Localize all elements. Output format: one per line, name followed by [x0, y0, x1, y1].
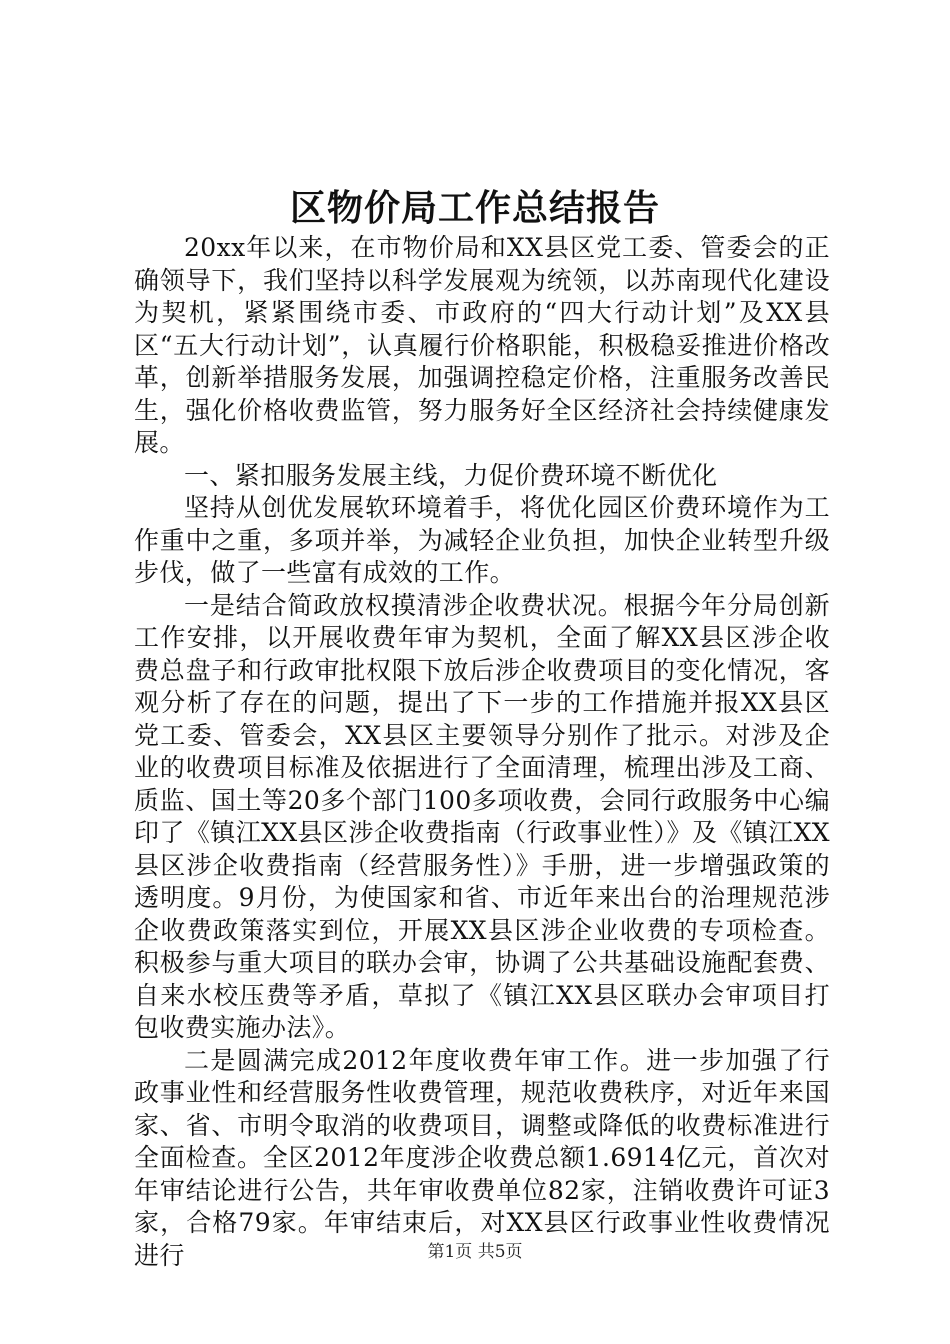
document-title: 区物价局工作总结报告	[289, 187, 660, 229]
paragraph-section-1-summary: 坚持从创优发展软环境着手，将优化园区价费环境作为工作重中之重，多项并举，为减轻企业负担，加快企业转型升级步伐，做了一些富有成效的工作。	[134, 493, 830, 587]
page-number-footer: 第1页 共5页	[427, 1242, 523, 1262]
paragraph-item-2: 二是圆满完成2012年度收费年审工作。进一步加强了行政事业性和经营服务性收费管理，规范收费秩序，对近年来国家、省、市明令取消的收费项目，调整或降低的收费标准进行全面检查。全区2012年度涉企收费总额1.6914亿元，首次对年审结论进行公告，共年审收费单位82家，注销收费许可证3家，合格79家。年审结束后，对XX县区行政事业性收费情况进行	[134, 1045, 830, 1270]
paragraph-intro: 20xx年以来，在市物价局和XX县区党工委、管委会的正确领导下，我们坚持以科学发展观为统领，以苏南现代化建设为契机，紧紧围绕市委、市政府的“四大行动计划”及XX县区“五大行动计划”，认真履行价格职能，积极稳妥推进价格改革，创新举措服务发展，加强调控稳定价格，注重服务改善民生，强化价格收费监管，努力服务好全区经济社会持续健康发展。	[134, 233, 830, 457]
document-body	[134, 232, 830, 1272]
paragraph-item-1: 一是结合简政放权摸清涉企收费状况。根据今年分局创新工作安排，以开展收费年审为契机，全面了解XX县区涉企收费总盘子和行政审批权限下放后涉企收费项目的变化情况，客观分析了存在的问题，提出了下一步的工作措施并报XX县区党工委、管委会，XX县区主要领导分别作了批示。对涉及企业的收费项目标准及依据进行了全面清理，梳理出涉及工商、质监、国土等20多个部门100多项收费，会同行政服务中心编印了《镇江XX县区涉企收费指南（行政事业性）》及《镇江XX县区涉企收费指南（经营服务性）》手册，进一步增强政策的透明度。9月份，为使国家和省、市近年来出台的治理规范涉企收费政策落实到位，开展XX县区涉企业收费的专项检查。积极参与重大项目的联办会审，协调了公共基础设施配套费、自来水校压费等矛盾，草拟了《镇江XX县区联办会审项目打包收费实施办法》。	[134, 590, 830, 1042]
section-heading-1: 一、紧扣服务发展主线，力促价费环境不断优化	[184, 460, 718, 490]
